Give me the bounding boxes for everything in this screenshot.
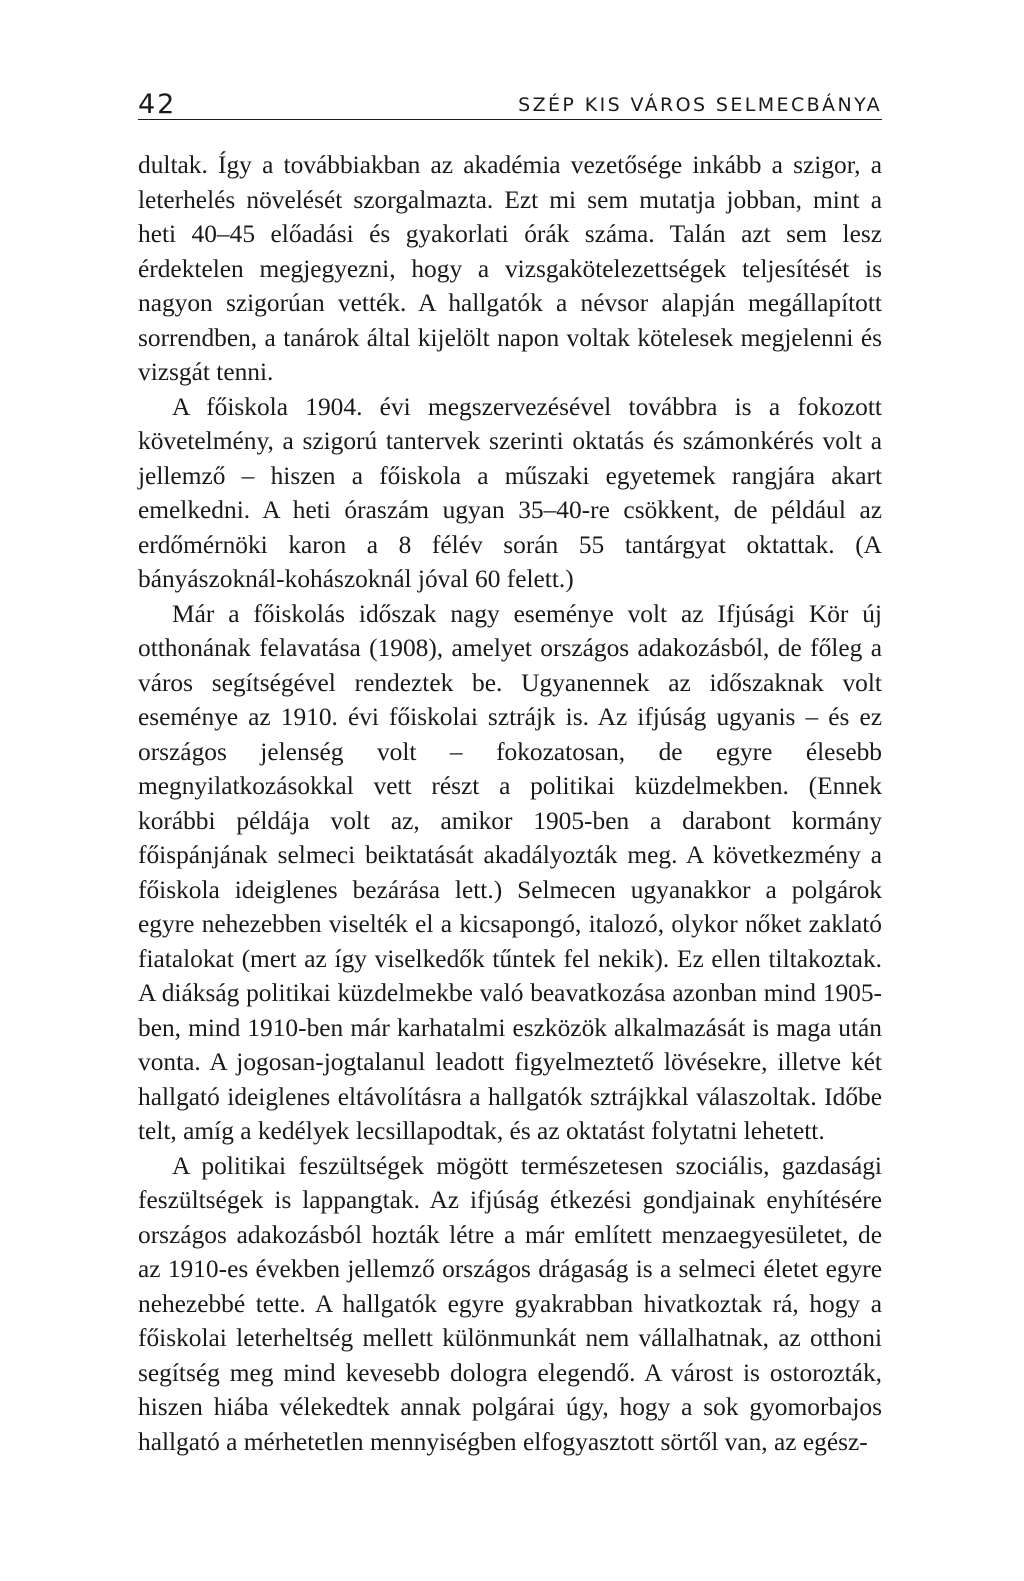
page-number: 42	[138, 89, 177, 120]
paragraph-continued: dultak. Így a továbbiakban az akadémia vezetősége inkább a szigor, a leterhelés növelését szorgalmazta. Ezt mi sem mutatja jobban, mint a heti 40–45 előadási és gyakorlati órák száma. Talán azt sem lesz érdektelen megjegyezni, hogy a vizsgakötelezettségek teljesítését is nagyon szigorúan vették. A hallgatók a névsor alapján megállapított sorrendben, a tanárok által kijelölt napon voltak kötelesek megjelenni és vizsgát tenni.	[138, 151, 882, 386]
header-rule	[138, 119, 882, 120]
paragraph: A főiskola 1904. évi megszervezésével továbbra is a fokozott követelmény, a szigorú tantervek szerinti oktatás és számonkérés volt a jellemző – hiszen a főiskola a műszaki egyetemek rangjára akart emelkedni. A heti óraszám ugyan 35–40-re csökkent, de például az erdőmérnöki karon a 8 félév során 55 tantárgyat oktattak. (A bányászoknál-kohászoknál jóval 60 felett.)	[138, 392, 882, 593]
running-title: SZÉP KIS VÁROS SELMECBÁNYA	[518, 94, 882, 116]
paragraph: Már a főiskolás időszak nagy eseménye volt az Ifjúsági Kör új otthonának felavatása (1908), amelyet országos adakozásból, de főleg a város segítségével rendeztek be. Ugyanennek az időszaknak volt eseménye az 1910. évi főiskolai sztrájk is. Az ifjúság ugyanis – és ez országos jelenség volt – fokozatosan, de egyre élesebb megnyilatkozásokkal vett részt a politikai küzdelmekben. (Ennek korábbi példája volt az, amikor 1905-ben a darabont kormány főispánjának selmeci beiktatását akadályozták meg. A következmény a főiskola ideiglenes bezárása lett.) Selmecen ugyanakkor a polgárok egyre nehezebben viselték el a kicsapongó, italozó, olykor nőket zaklató fiatalokat (mert az így viselkedők tűntek fel nekik). Ez ellen tiltakoztak. A diákság politikai küzdelmekbe való beavatkozása azonban mind 1905-ben, mind 1910-ben már karhatalmi eszközök alkalmazását is maga után vonta. A jogosan-jogtalanul leadott figyelmeztető lövésekre, illetve két hallgató ideiglenes eltávolításra a hallgatók sztrájkkal válaszoltak. Időbe telt, amíg a kedélyek lecsillapodtak, és az oktatást folytatni lehetett.	[138, 599, 882, 1145]
paragraph: A politikai feszültségek mögött természetesen szociális, gazdasági feszültségek is lappangtak. Az ifjúság étkezési gondjainak enyhítésére országos adakozásból hozták létre a már említett menzaegyesületet, de az 1910-es években jellemző országos drágaság is a selmeci életet egyre nehezebbé tette. A hallgatók egyre gyakrabban hivatkoztak rá, hogy a főiskolai leterheltség mellett különmunkát nem vállalhatnak, az otthoni segítség meg mind kevesebb dologra elegendő. A várost is ostorozták, hiszen hiába vélekedtek annak polgárai úgy, hogy a sok gyomorbajos hallgató a mérhetetlen mennyiségben elfogyasztott sörtől van, az egész-	[138, 1151, 882, 1456]
running-head	[138, 78, 882, 118]
body-text	[138, 148, 882, 1459]
